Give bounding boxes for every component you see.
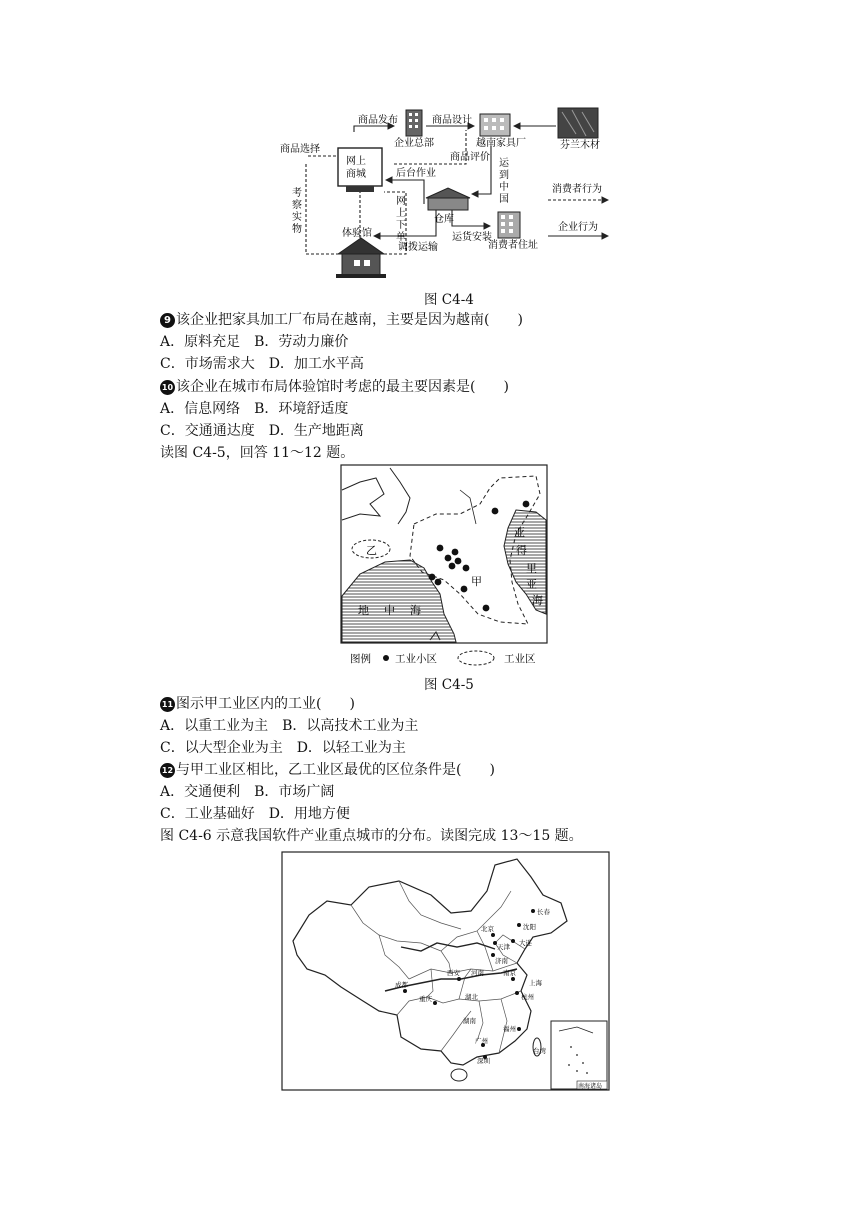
- q9-number: 9: [160, 313, 175, 328]
- label-factory: 越南家具厂: [476, 138, 526, 149]
- label-consumer-home: 消费者住址: [488, 240, 538, 251]
- city-dalian: 大连: [519, 939, 532, 947]
- city-nanjing: 南京: [503, 969, 516, 977]
- label-order-2: 上: [396, 208, 406, 219]
- consumer-building-icon: [498, 212, 520, 238]
- label-inspect-1: 考: [292, 188, 302, 199]
- city-fuzhou: 福州: [503, 1025, 516, 1033]
- q9-stem: [160, 310, 523, 330]
- timber-image-icon: [558, 108, 598, 138]
- q12-number: 12: [160, 763, 175, 778]
- label-riatic-2: 亚: [526, 578, 537, 591]
- label-warehouse: 仓库: [434, 214, 454, 225]
- caption-c4-4: 图 C4-4: [424, 292, 474, 308]
- label-timber: 芬兰木材: [560, 140, 600, 151]
- label-product-select: 商品选择: [280, 144, 320, 155]
- legend-area-label: 工业区: [504, 653, 536, 665]
- label-showroom: 体验馆: [342, 228, 372, 239]
- hq-building-icon: [406, 110, 422, 136]
- label-backend: 后台作业: [396, 168, 436, 179]
- label-online-mall-1: 网上: [346, 156, 366, 167]
- legend-dot-label: 工业小区: [395, 653, 437, 665]
- legend-enterprise: 企业行为: [558, 222, 598, 233]
- label-product-review: 商品评价: [450, 152, 490, 163]
- city-hangzhou: 杭州: [521, 993, 534, 1001]
- city-henan: 河南: [471, 969, 484, 977]
- legend-consumer: 消费者行为: [552, 184, 602, 195]
- label-med-1: 地: [358, 604, 369, 617]
- label-transfer: 调拨运输: [398, 242, 438, 253]
- figure-c4-6-china-map: [281, 851, 611, 1093]
- label-med-2: 中: [384, 604, 395, 617]
- q10-number: 10: [160, 380, 175, 395]
- label-yi: 乙: [366, 544, 377, 557]
- label-med-3: 海: [410, 604, 421, 617]
- figure-c4-4-diagram: [276, 104, 616, 284]
- city-beijing: 北京: [481, 925, 494, 933]
- label-inspect-4: 物: [292, 224, 302, 235]
- label-product-release: 商品发布: [358, 115, 398, 126]
- q12-stem-text: 与甲工业区相比，乙工业区最优的区位条件是( ): [176, 762, 495, 778]
- showroom-house-icon: [336, 238, 386, 278]
- label-aden-1: 亚: [514, 526, 525, 539]
- city-taiwan: 台湾: [533, 1047, 546, 1055]
- label-inspect-3: 实: [292, 212, 302, 223]
- read-c4-5: 读图 C4-5，回答 11～12 题。: [160, 445, 355, 461]
- label-product-design: 商品设计: [432, 115, 472, 126]
- warehouse-icon: [426, 188, 470, 210]
- legend-area-icon: [458, 651, 494, 665]
- city-guangzhou: 广州: [475, 1037, 488, 1045]
- caption-c4-5: 图 C4-5: [424, 677, 474, 693]
- q12-options-ab: A．交通便利 B．市场广阔: [160, 784, 335, 800]
- label-ship-2: 到: [499, 170, 509, 181]
- city-chengdu: 成都: [395, 981, 408, 989]
- city-hunan: 湖南: [463, 1017, 476, 1025]
- city-shanghai: 上海: [529, 979, 542, 987]
- city-hubei: 湖北: [465, 993, 478, 1001]
- label-riatic-3: 海: [532, 594, 543, 607]
- city-shenzhen: 深圳: [477, 1057, 490, 1065]
- label-aden-2: 得: [516, 544, 527, 557]
- q9-options-ab: A．原料充足 B．劳动力廉价: [160, 334, 349, 350]
- label-ship-4: 国: [499, 194, 509, 205]
- city-chongqing: 重庆: [419, 995, 432, 1003]
- figure-c4-5-map: [340, 464, 550, 670]
- city-shenyang: 沈阳: [523, 923, 536, 931]
- q10-stem-text: 该企业在城市布局体验馆时考虑的最主要因素是( ): [176, 379, 509, 395]
- legend-dot-icon: [383, 655, 389, 661]
- label-order-4: 单: [396, 232, 406, 243]
- label-hq: 企业总部: [394, 138, 434, 149]
- label-online-mall-2: 商城: [346, 169, 366, 180]
- city-changchun: 长春: [537, 908, 550, 916]
- label-riatic-1: 里: [526, 562, 537, 575]
- label-order-3: 下: [396, 220, 406, 231]
- q11-number: 11: [160, 697, 175, 712]
- city-tianjin: 天津: [497, 943, 510, 951]
- legend-title: 图例: [350, 653, 371, 665]
- factory-icon: [480, 114, 510, 136]
- intro-c4-6: 图 C4-6 示意我国软件产业重点城市的分布。读图完成 13～15 题。: [160, 828, 583, 844]
- q10-options-ab: A．信息网络 B．环境舒适度: [160, 401, 349, 417]
- q12-stem: [160, 760, 495, 780]
- city-xian: 西安: [447, 969, 460, 977]
- label-ship-3: 中: [499, 182, 509, 193]
- label-delivery: 运货安装: [452, 232, 492, 243]
- label-inspect-2: 察: [292, 200, 302, 211]
- q10-options-cd: C．交通通达度 D．生产地距离: [160, 423, 364, 439]
- city-jinan: 济南: [495, 957, 508, 965]
- label-order-1: 网: [396, 196, 406, 207]
- inset-label: 南海诸岛: [578, 1083, 603, 1090]
- q10-stem: [160, 377, 509, 397]
- q12-options-cd: C．工业基础好 D．用地方便: [160, 806, 350, 822]
- label-ship-1: 运: [499, 158, 509, 169]
- q11-stem: [160, 694, 355, 714]
- q9-stem-text: 该企业把家具加工厂布局在越南，主要是因为越南( ): [176, 312, 523, 328]
- q11-options-cd: C．以大型企业为主 D．以轻工业为主: [160, 740, 406, 756]
- q11-stem-text: 图示甲工业区内的工业( ): [176, 696, 355, 712]
- q9-options-cd: C．市场需求大 D．加工水平高: [160, 356, 364, 372]
- label-jia: 甲: [471, 575, 482, 588]
- q11-options-ab: A．以重工业为主 B．以高技术工业为主: [160, 718, 419, 734]
